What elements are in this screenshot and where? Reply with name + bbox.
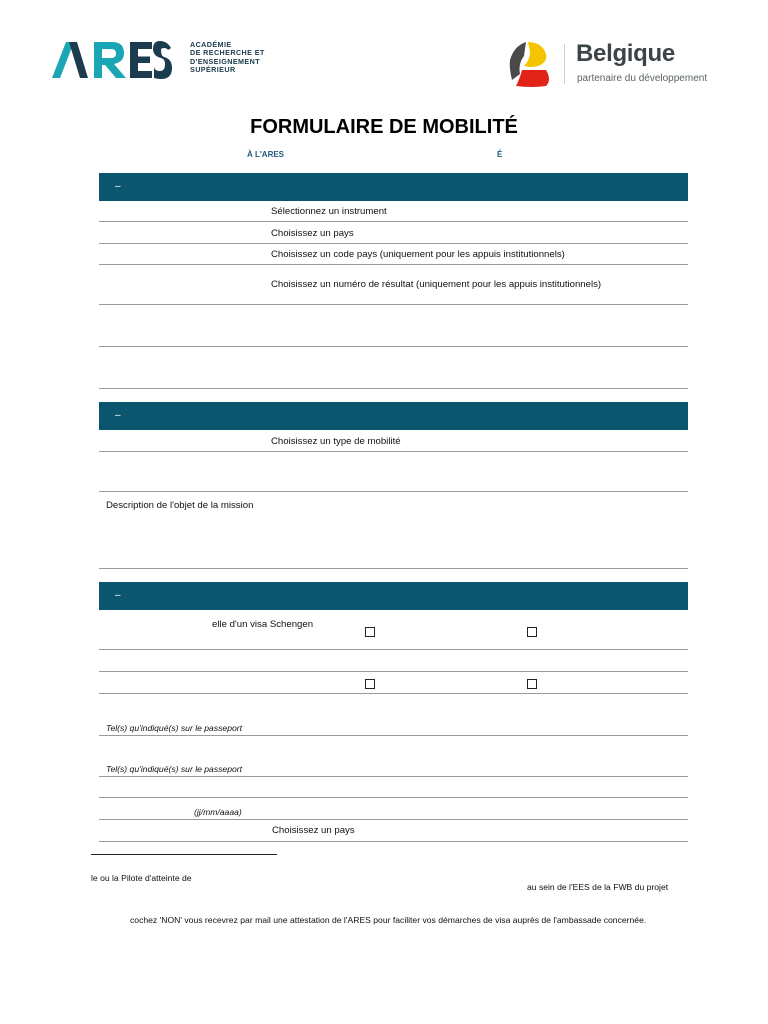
row-divider xyxy=(99,451,688,452)
row-divider xyxy=(99,346,688,347)
row-divider xyxy=(99,568,688,569)
footnote-line-3: cochez 'NON' vous recevrez par mail une attestation de l'ARES pour faciliter vos démarches de visa auprès de l'ambassade concernée. xyxy=(130,915,647,925)
visa-schengen-label: elle d'un visa Schengen xyxy=(212,619,314,630)
mission-description-label[interactable]: Description de l'objet de la mission xyxy=(106,500,254,511)
row-divider xyxy=(99,735,688,736)
row-divider xyxy=(99,693,688,694)
row-divider xyxy=(99,649,688,650)
footnote-separator xyxy=(91,854,277,855)
ares-subtitle-line: ACADÉMIE xyxy=(190,40,232,49)
ares-logo xyxy=(50,38,172,82)
visa-no-checkbox[interactable] xyxy=(527,627,537,637)
page-title: FORMULAIRE DE MOBILITÉ xyxy=(250,116,518,138)
ares-subtitle xyxy=(190,41,265,75)
visa-yes-checkbox[interactable] xyxy=(365,627,375,637)
passport-firstname-hint: Tel(s) qu'indiqué(s) sur le passeport xyxy=(106,764,243,774)
ares-subtitle-line: SUPÉRIEUR xyxy=(190,65,236,75)
option-no-checkbox[interactable] xyxy=(527,679,537,689)
nationality-country-select[interactable]: Choisissez un pays xyxy=(272,825,355,836)
row-divider xyxy=(99,264,688,265)
country-select[interactable]: Choisissez un pays xyxy=(271,228,354,239)
row-divider xyxy=(99,671,688,672)
section-1-header: – xyxy=(99,173,688,201)
date-format-hint: (jj/mm/aaaa) xyxy=(194,807,242,817)
row-divider xyxy=(99,221,688,222)
ares-subtitle-line: DE RECHERCHE ET xyxy=(190,48,265,58)
result-number-select[interactable]: Choisissez un numéro de résultat (uniquement pour les appuis institutionnels) xyxy=(271,279,602,290)
row-divider xyxy=(99,776,688,777)
row-divider xyxy=(99,243,688,244)
row-divider xyxy=(99,491,688,492)
section-2-header: – xyxy=(99,402,688,430)
belgium-logo-icon xyxy=(508,40,552,88)
row-divider xyxy=(99,388,688,389)
belgium-tagline: partenaire du développement xyxy=(577,73,708,84)
option-yes-checkbox[interactable] xyxy=(365,679,375,689)
footnote-line-2: au sein de l'EES de la FWB du projet xyxy=(527,882,669,892)
logo-divider xyxy=(564,44,565,84)
footnote-line-1: le ou la Pilote d'atteinte de xyxy=(91,873,192,883)
country-code-select[interactable]: Choisissez un code pays (uniquement pour les appuis institutionnels) xyxy=(271,249,565,260)
subtitle-right: É xyxy=(497,150,503,159)
mobility-type-select[interactable]: Choisissez un type de mobilité xyxy=(271,436,401,447)
row-divider xyxy=(99,797,688,798)
section-3-header: – xyxy=(99,582,688,610)
row-divider xyxy=(99,841,688,842)
row-divider xyxy=(99,819,688,820)
row-divider xyxy=(99,304,688,305)
belgium-name: Belgique xyxy=(576,40,675,67)
instrument-select[interactable]: Sélectionnez un instrument xyxy=(271,206,387,217)
ares-subtitle-line: D'ENSEIGNEMENT xyxy=(190,56,261,66)
subtitle-left: À L'ARES xyxy=(247,150,285,159)
passport-name-hint: Tel(s) qu'indiqué(s) sur le passeport xyxy=(106,723,243,733)
